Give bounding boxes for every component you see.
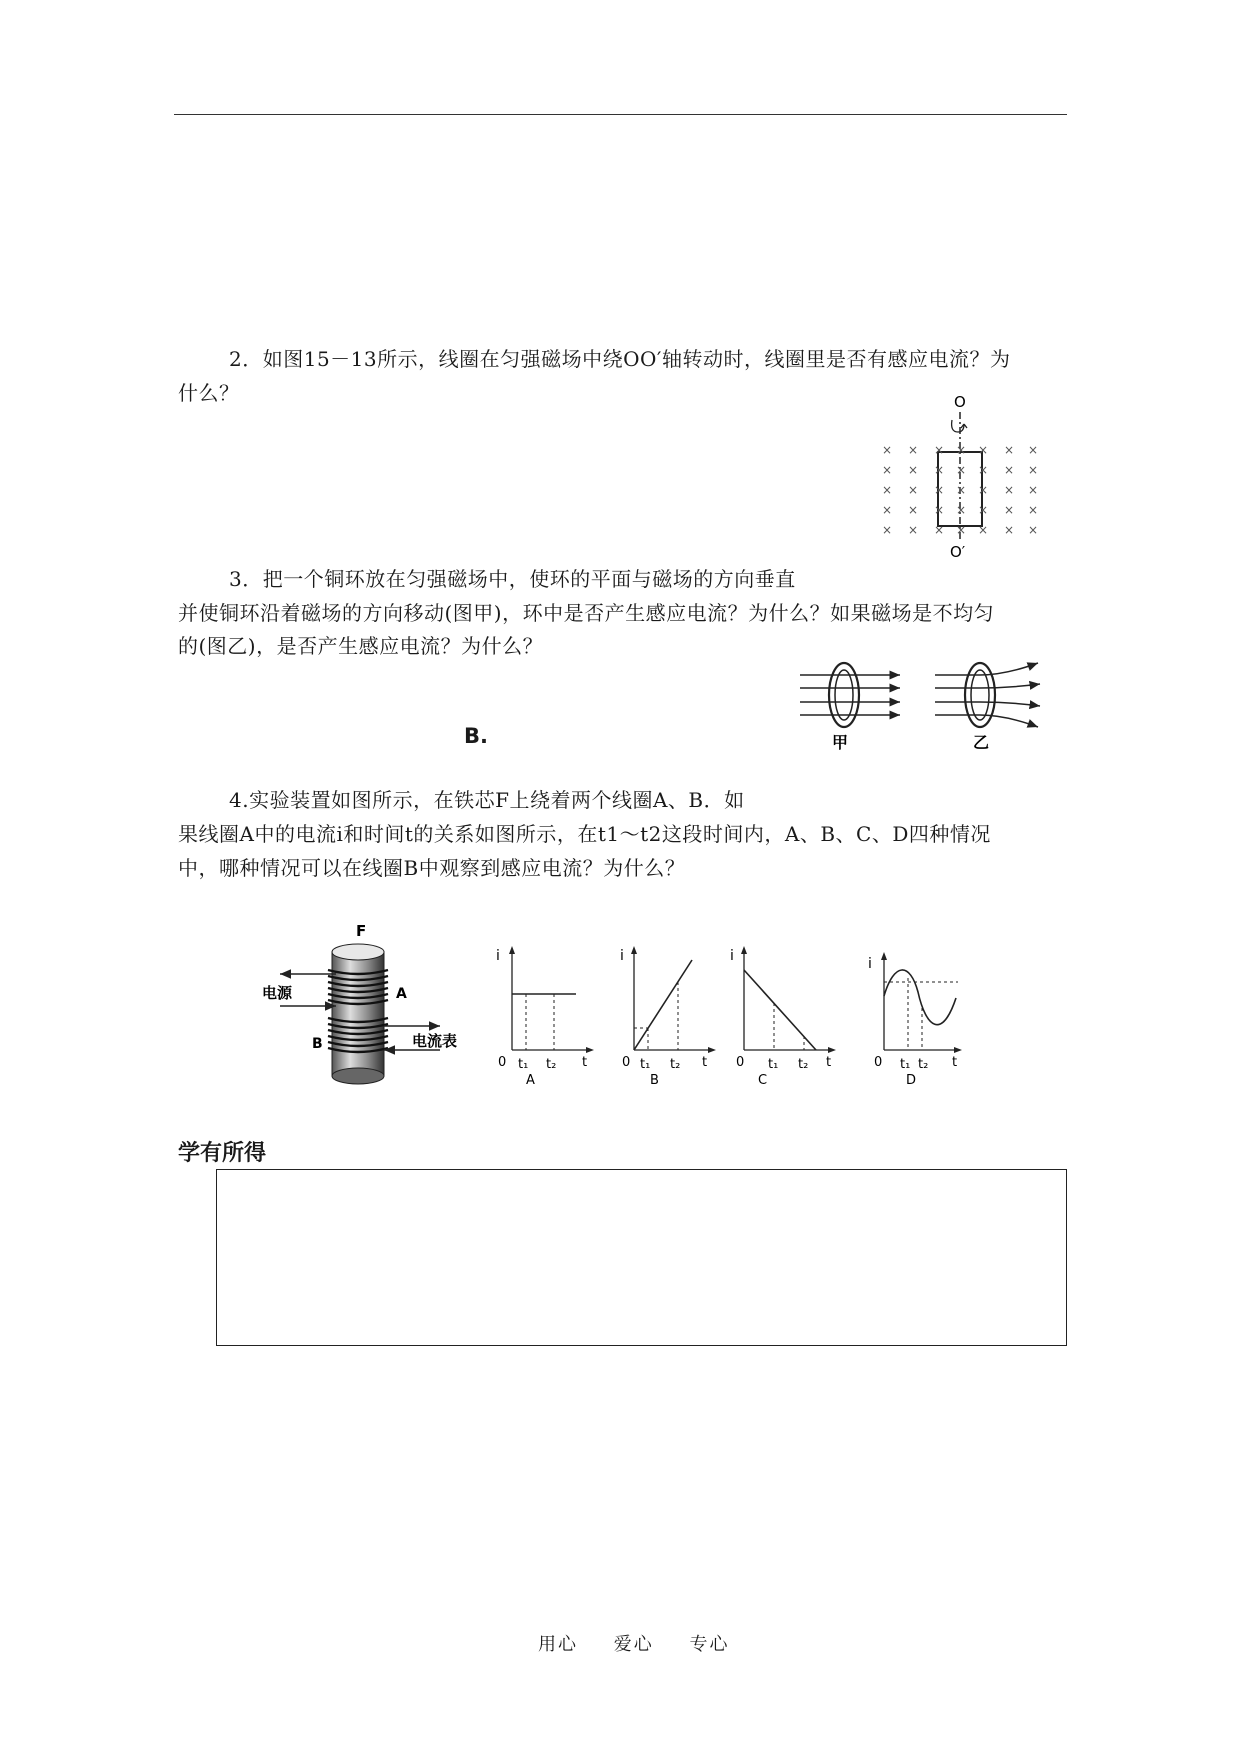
graph-c-x-label: t (826, 1055, 832, 1070)
q3-copper-ring-figure (790, 648, 1060, 758)
graph-d-t2: t₂ (918, 1057, 929, 1072)
q3-stray-label: B. (464, 724, 488, 748)
graph-d-sine-curve (884, 970, 956, 1025)
graph-b-caption: B (650, 1073, 659, 1088)
field-cross-icon: × (978, 523, 989, 537)
q3-figure-label-a: 甲 (832, 733, 849, 752)
field-cross-icon: × (908, 443, 919, 457)
graph-a-x-label: t (582, 1055, 588, 1070)
q2-axis-bottom-label: O′ (950, 543, 966, 561)
graph-c-t2: t₂ (798, 1057, 809, 1072)
q4-text-line3: 中，哪种情况可以在线圈B中观察到感应电流？为什么？ (178, 856, 686, 880)
field-cross-icon: × (882, 523, 893, 537)
field-cross-icon: × (978, 503, 989, 517)
footer-item: 专心 (689, 1634, 730, 1655)
q3-nonuniform-field-diagram (935, 663, 1040, 727)
graph-b-t2: t₂ (670, 1057, 681, 1072)
field-cross-icon: × (1004, 523, 1015, 537)
footer-item: 用心 (538, 1634, 578, 1655)
graph-d-caption: D (906, 1073, 917, 1088)
field-cross-icon: × (908, 483, 919, 497)
field-cross-icon: × (1004, 483, 1015, 497)
q3-text-line2: 并使铜环沿着磁场的方向移动(图甲)，环中是否产生感应电流？为什么？如果磁场是不均匀 (178, 601, 995, 625)
graph-b-t1: t₁ (640, 1057, 651, 1072)
field-cross-icon: × (1004, 443, 1015, 457)
field-cross-icon: × (1028, 523, 1039, 537)
field-cross-icon: × (978, 483, 989, 497)
field-cross-icon: × (934, 503, 945, 517)
graph-c (728, 938, 848, 1088)
core-label: F (356, 922, 367, 940)
field-cross-icon: × (908, 523, 919, 537)
graph-a-caption: A (526, 1073, 535, 1088)
q4-text-line1: 4.实验装置如图所示，在铁芯F上绕着两个线圈A、B．如 (229, 788, 745, 812)
graph-b-y-label: i (620, 948, 624, 964)
graph-b (614, 938, 724, 1088)
graph-b-x-label: t (702, 1055, 708, 1070)
field-cross-icon: × (934, 483, 945, 497)
q2-text-line2: 什么？ (178, 381, 240, 405)
q3-text-line1: 3．把一个铜环放在匀强磁场中，使环的平面与磁场的方向垂直 (229, 567, 796, 591)
field-cross-icon: × (1028, 503, 1039, 517)
footer-item: 爱心 (613, 1634, 654, 1655)
field-cross-icon: × (908, 463, 919, 477)
field-cross-icon: × (956, 443, 967, 457)
power-source-label: 电源 (262, 984, 293, 1002)
graph-a-t1: t₁ (518, 1057, 529, 1072)
coil-a-label: A (396, 986, 407, 1002)
field-cross-icon: × (956, 483, 967, 497)
graph-c-t1: t₁ (768, 1057, 779, 1072)
field-cross-icon: × (1004, 503, 1015, 517)
graph-b-rising-line (634, 960, 692, 1050)
graph-d-t1: t₁ (900, 1057, 911, 1072)
graph-d-x-label: t (952, 1055, 958, 1070)
graph-d-origin: 0 (874, 1055, 883, 1070)
field-cross-icon: × (956, 503, 967, 517)
graph-a-y-label: i (496, 948, 500, 964)
field-cross-icon: × (978, 463, 989, 477)
field-cross-icon: × (908, 503, 919, 517)
graph-a-origin: 0 (498, 1055, 507, 1070)
graph-b-origin: 0 (622, 1055, 631, 1070)
q2-axis-top-label: O (954, 393, 966, 411)
graph-a-t2: t₂ (546, 1057, 557, 1072)
field-cross-icon: × (882, 463, 893, 477)
q2-rotating-coil-figure (872, 390, 1048, 570)
graph-a (490, 938, 600, 1088)
graph-c-origin: 0 (736, 1055, 745, 1070)
graph-c-caption: C (758, 1073, 768, 1088)
graph-d (862, 948, 972, 1088)
field-cross-icon: × (882, 503, 893, 517)
field-cross-icon: × (978, 443, 989, 457)
graph-c-falling-line (744, 970, 816, 1050)
field-cross-icon: × (1028, 483, 1039, 497)
q4-apparatus-figure (250, 918, 490, 1090)
footer (538, 1630, 757, 1656)
graph-d-y-label: i (868, 956, 872, 972)
summary-heading: 学有所得 (178, 1141, 267, 1166)
q3-text-line3: 的(图乙)，是否产生感应电流？为什么？ (178, 634, 544, 658)
q4-text-line2: 果线圈A中的电流i和时间t的关系如图所示，在t1～t2这段时间内，A、B、C、D四种情况 (178, 822, 991, 846)
summary-answer-box[interactable] (216, 1169, 1067, 1346)
field-cross-icon: × (956, 523, 967, 537)
graph-c-y-label: i (730, 948, 734, 964)
field-cross-icon: × (882, 483, 893, 497)
q3-uniform-field-diagram (800, 663, 900, 727)
field-cross-icon: × (1028, 443, 1039, 457)
q2-text-line1: 2．如图15－13所示，线圈在匀强磁场中绕OO′轴转动时，线圈里是否有感应电流？为 (229, 347, 1011, 371)
field-cross-icon: × (934, 443, 945, 457)
field-cross-icon: × (934, 463, 945, 477)
field-cross-icon: × (1004, 463, 1015, 477)
coil-b-label: B (312, 1036, 323, 1052)
ammeter-label: 电流表 (412, 1032, 458, 1050)
header-rule (174, 114, 1067, 115)
field-cross-icon: × (882, 443, 893, 457)
q3-figure-label-b: 乙 (973, 733, 990, 752)
field-cross-icon: × (934, 523, 945, 537)
field-cross-icon: × (1028, 463, 1039, 477)
field-cross-icon: × (956, 463, 967, 477)
iron-core (332, 952, 384, 1076)
